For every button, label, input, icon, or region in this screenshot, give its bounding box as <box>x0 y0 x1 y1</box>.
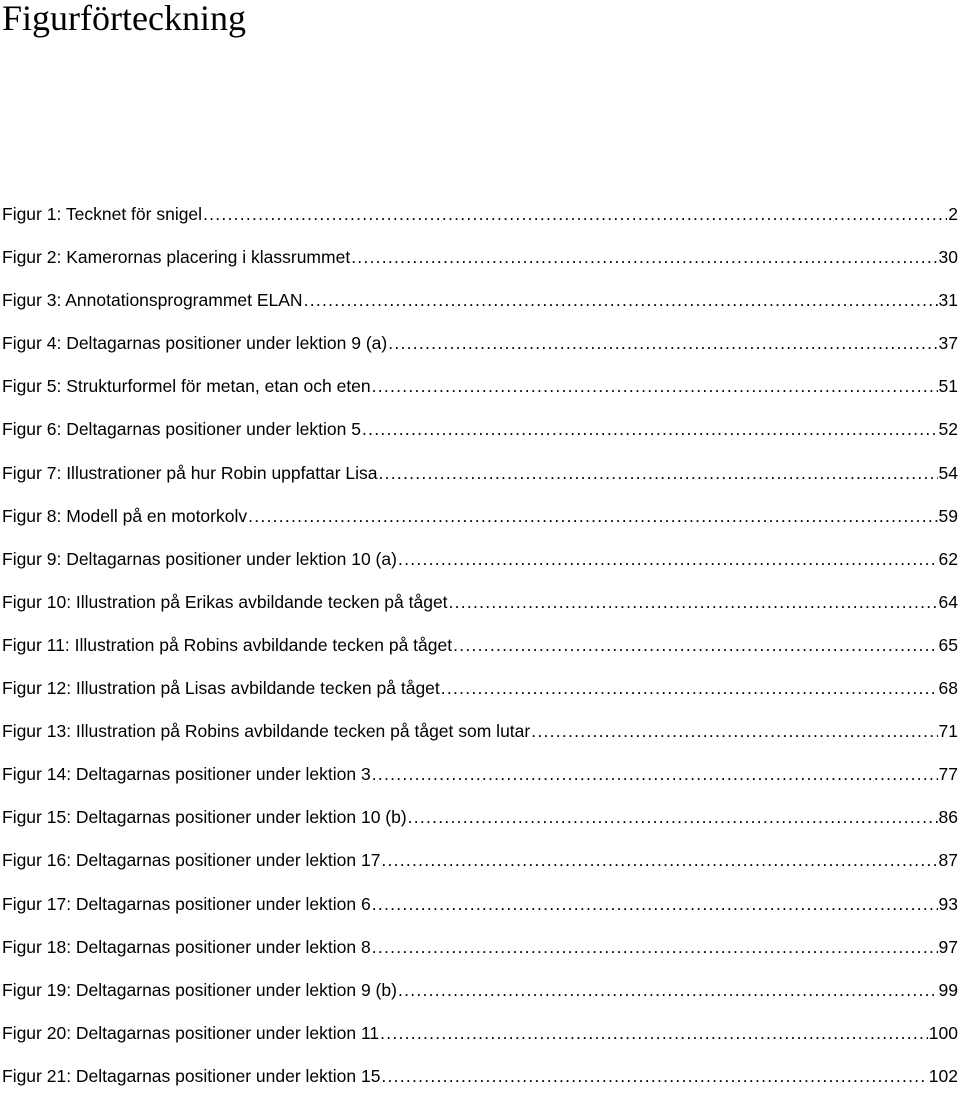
entry-page-number: 51 <box>938 376 958 397</box>
dot-leader <box>380 1022 928 1044</box>
toc-entry[interactable] <box>2 332 958 375</box>
entry-label: Figur 17: Deltagarnas positioner under lektion 6 <box>2 893 371 914</box>
entry-page-number: 77 <box>938 764 958 785</box>
dot-leader <box>372 893 938 915</box>
toc-entry[interactable] <box>2 677 958 720</box>
entry-label: Figur 13: Illustration på Robins avbildande tecken på tåget som lutar <box>2 721 531 742</box>
entry-page-number: 37 <box>938 333 958 354</box>
dot-leader <box>398 979 938 1001</box>
toc-entry[interactable] <box>2 1065 958 1108</box>
dot-leader <box>381 849 937 871</box>
dot-leader <box>398 548 938 570</box>
toc-entry[interactable] <box>2 849 958 892</box>
entry-page-number: 68 <box>938 678 958 699</box>
toc-entry[interactable] <box>2 806 958 849</box>
entry-page-number: 2 <box>948 204 958 224</box>
toc-entry[interactable] <box>2 203 958 246</box>
entry-page-number: 31 <box>938 290 958 311</box>
toc-entry[interactable] <box>2 591 958 634</box>
toc-entry[interactable] <box>2 936 958 979</box>
dot-leader <box>388 332 937 354</box>
entry-label: Figur 19: Deltagarnas positioner under lektion 9 (b) <box>2 979 397 1000</box>
entry-label: Figur 5: Strukturformel för metan, etan och eten <box>2 376 371 397</box>
figure-list <box>2 203 958 1108</box>
entry-label: Figur 20: Deltagarnas positioner under lektion 11 <box>2 1022 380 1043</box>
entry-label: Figur 14: Deltagarnas positioner under lektion 3 <box>2 764 371 785</box>
entry-page-number: 54 <box>938 462 958 483</box>
toc-entry[interactable] <box>2 246 958 289</box>
dot-leader <box>453 634 937 656</box>
entry-label: Figur 12: Illustration på Lisas avbildande tecken på tåget <box>2 678 440 699</box>
entry-label: Figur 6: Deltagarnas positioner under lektion 5 <box>2 419 361 440</box>
page-title: Figurförteckning <box>2 0 246 38</box>
dot-leader <box>381 1065 927 1087</box>
toc-entry[interactable] <box>2 462 958 505</box>
entry-page-number: 62 <box>938 548 958 569</box>
entry-label: Figur 9: Deltagarnas positioner under lektion 10 (a) <box>2 548 397 569</box>
toc-entry[interactable] <box>2 548 958 591</box>
entry-page-number: 102 <box>928 1065 958 1086</box>
toc-entry[interactable] <box>2 979 958 1022</box>
entry-label: Figur 15: Deltagarnas positioner under lektion 10 (b) <box>2 807 407 828</box>
dot-leader <box>531 720 937 742</box>
entry-label: Figur 4: Deltagarnas positioner under lektion 9 (a) <box>2 333 388 354</box>
entry-page-number: 59 <box>938 505 958 526</box>
dot-leader <box>304 289 938 311</box>
entry-page-number: 97 <box>938 936 958 957</box>
dot-leader <box>372 375 938 397</box>
dot-leader <box>408 806 938 828</box>
entry-page-number: 30 <box>938 247 958 268</box>
toc-entry[interactable] <box>2 289 958 332</box>
entry-label: Figur 11: Illustration på Robins avbildande tecken på tåget <box>2 634 453 655</box>
entry-label: Figur 2: Kamerornas placering i klassrummet <box>2 247 351 268</box>
toc-entry[interactable] <box>2 893 958 936</box>
toc-entry[interactable] <box>2 720 958 763</box>
entry-page-number: 87 <box>938 850 958 871</box>
entry-page-number: 86 <box>938 807 958 828</box>
dot-leader <box>248 505 937 527</box>
toc-entry[interactable] <box>2 634 958 677</box>
dot-leader <box>378 462 937 484</box>
entry-label: Figur 16: Deltagarnas positioner under lektion 17 <box>2 850 381 871</box>
dot-leader <box>372 936 938 958</box>
toc-entry[interactable] <box>2 505 958 548</box>
dot-leader <box>351 246 937 268</box>
toc-entry[interactable] <box>2 418 958 461</box>
dot-leader <box>203 203 947 225</box>
toc-entry[interactable] <box>2 375 958 418</box>
dot-leader <box>372 763 938 785</box>
entry-page-number: 100 <box>928 1022 958 1043</box>
entry-label: Figur 3: Annotationsprogrammet ELAN <box>2 290 303 311</box>
dot-leader <box>441 677 938 699</box>
entry-page-number: 99 <box>938 979 958 1000</box>
entry-label: Figur 10: Illustration på Erikas avbildande tecken på tåget <box>2 591 448 612</box>
entry-label: Figur 7: Illustrationer på hur Robin uppfattar Lisa <box>2 462 378 483</box>
entry-label: Figur 18: Deltagarnas positioner under lektion 8 <box>2 936 371 957</box>
toc-entry[interactable] <box>2 763 958 806</box>
entry-page-number: 93 <box>938 893 958 914</box>
dot-leader <box>362 418 938 440</box>
entry-label: Figur 8: Modell på en motorkolv <box>2 505 248 526</box>
entry-page-number: 65 <box>938 634 958 655</box>
entry-label: Figur 1: Tecknet för snigel <box>2 204 203 224</box>
entry-page-number: 64 <box>938 591 958 612</box>
dot-leader <box>449 591 938 613</box>
entry-page-number: 52 <box>938 419 958 440</box>
entry-label: Figur 21: Deltagarnas positioner under lektion 15 <box>2 1065 381 1086</box>
entry-page-number: 71 <box>938 721 958 742</box>
toc-entry[interactable] <box>2 1022 958 1065</box>
